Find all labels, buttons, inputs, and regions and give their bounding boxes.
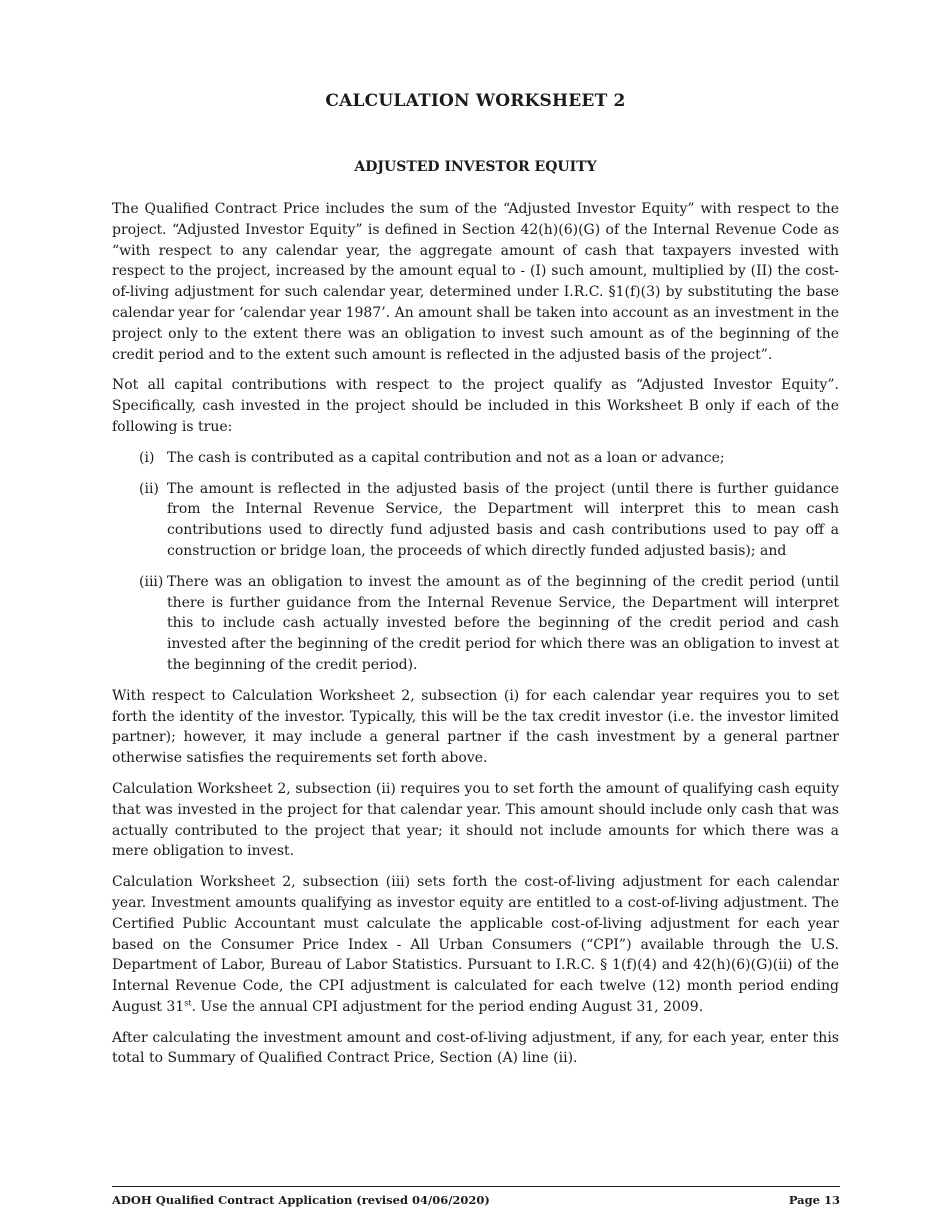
paragraph-investor-identity: With respect to Calculation Worksheet 2, subsection (i) for each calendar year requires you to set forth the identity of the investor. Typically, this will be the tax credit investor (i.e. the investor limited partner); however, it may include a general partner if the cash investment by a general partner otherwise satisfies the requirements set forth above.: [112, 687, 839, 767]
page-title: CALCULATION WORKSHEET 2: [325, 91, 626, 111]
paragraph-cash-equity: Calculation Worksheet 2, subsection (ii) requires you to set forth the amount of qualifying cash equity that was invested in the project for that calendar year. This amount should include only cash that was actually contributed to the project that year; it should not include amounts for which there was a mere obligation to invest.: [112, 780, 839, 860]
list-marker: (ii): [139, 480, 159, 497]
page-subtitle: ADJUSTED INVESTOR EQUITY: [354, 159, 597, 175]
footer-document-name: ADOH Qualified Contract Application (revised 04/06/2020): [112, 1193, 490, 1207]
list-item: [112, 479, 839, 562]
paragraph-text-part: Calculation Worksheet 2, subsection (iii) sets forth the cost-of-living adjustment for each calendar year. Investment amounts qualifying as investor equity are entitled to a cost-of-living adjustment. The Certified Public Accountant must calculate the applicable cost-of-living adjustment for each year based on the Consumer Price Index - All Urban Consumers (“CPI”) available through the U.S. Department of Labor, Bureau of Labor Statistics. Pursuant to I.R.C. § 1(f)(4) and 42(h)(6)(G)(ii) of the Internal Revenue Code, the CPI adjustment is calculated for each twelve (12) month period ending August 31: [112, 874, 839, 1015]
list-item-text: The amount is reflected in the adjusted basis of the project (until there is further guidance from the Internal Revenue Service, the Department will interpret this to mean cash contributions used to directly fund adjusted basis and cash contributions used to pay off a construction or bridge loan, the proceeds of which directly funded adjusted basis); and: [167, 480, 839, 559]
footer-page-number: Page 13: [788, 1193, 840, 1207]
footer-divider: [112, 1186, 840, 1187]
list-item-text: The cash is contributed as a capital contribution and not as a loan or advance;: [167, 449, 725, 466]
document-body: [112, 199, 839, 1079]
list-marker: (iii): [139, 573, 164, 590]
paragraph-summary-instruction: After calculating the investment amount and cost-of-living adjustment, if any, for each year, enter this total to Summary of Qualified Contract Price, Section (A) line (ii).: [112, 1029, 839, 1067]
list-item: [112, 572, 839, 676]
paragraph-definition: The Qualified Contract Price includes the sum of the “Adjusted Investor Equity” with respect to the project. “Adjusted Investor Equity” is defined in Section 42(h)(6)(G) of the Internal Revenue Code as “with respect to any calendar year, the aggregate amount of cash that taxpayers invested with respect to the project, increased by the amount equal to - (I) such amount, multiplied by (II) the cost-of-living adjustment for such calendar year, determined under I.R.C. §1(f)(3) by substituting the base calendar year for ‘calendar year 1987’. An amount shall be taken into account as an investment in the project only to the extent there was an obligation to invest such amount as of the beginning of the credit period and to the extent such amount is reflected in the adjusted basis of the project”.: [112, 201, 839, 363]
list-marker: (i): [139, 449, 155, 466]
list-item: [112, 448, 839, 469]
paragraph-qualification: Not all capital contributions with respect to the project qualify as “Adjusted Investor Equity”. Specifically, cash invested in the project should be included in this Worksheet B only if each of the following is true:: [112, 377, 839, 435]
page-footer: [112, 1193, 840, 1207]
paragraph-text-part: . Use the annual CPI adjustment for the period ending August 31, 2009.: [191, 998, 704, 1015]
requirements-list: [112, 448, 839, 676]
superscript-ordinal: st: [184, 998, 192, 1008]
paragraph-cost-of-living: [112, 872, 839, 1018]
list-item-text: There was an obligation to invest the amount as of the beginning of the credit period (until there is further guidance from the Internal Revenue Service, the Department will interpret this to include cash actually invested before the beginning of the credit period and cash invested after the beginning of the credit period for which there was an obligation to invest at the beginning of the credit period).: [167, 573, 839, 673]
